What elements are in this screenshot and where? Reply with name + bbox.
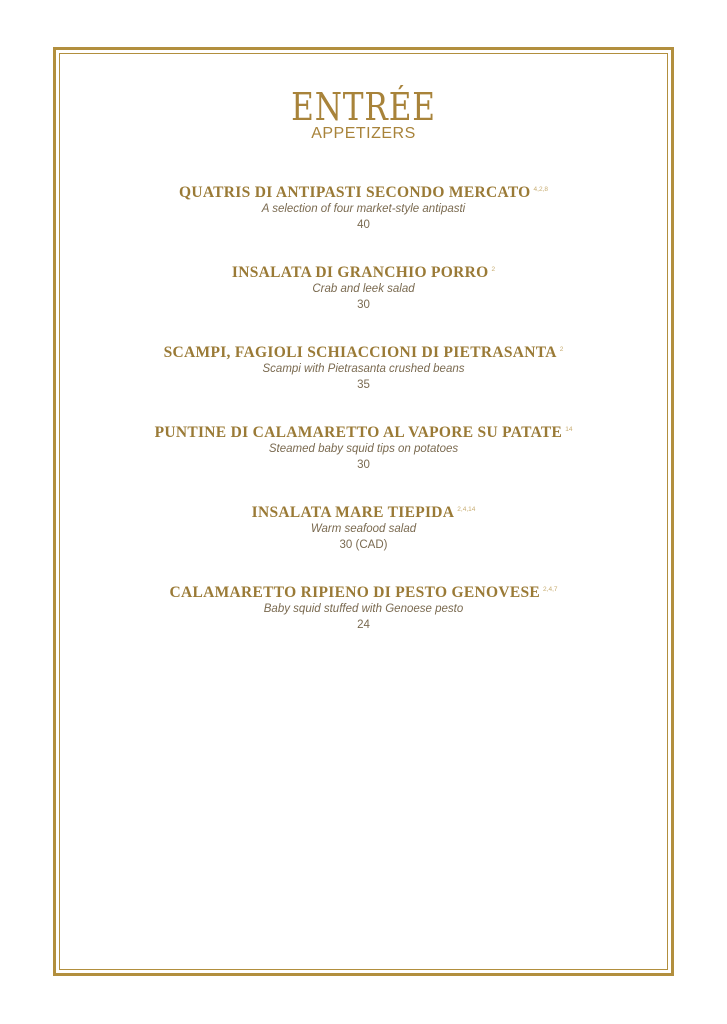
item-price: 35 (357, 379, 370, 391)
menu-item (59, 181, 668, 261)
allergen-codes: 2,4,14 (457, 506, 476, 513)
item-name (59, 581, 668, 601)
item-name-text: SCAMPI, FAGIOLI SCHIACCIONI DI PIETRASANTA (163, 344, 557, 361)
menu-item (59, 421, 668, 501)
item-name (59, 501, 668, 521)
item-name-text: QUATRIS DI ANTIPASTI SECONDO MERCATO (178, 184, 531, 201)
item-description: Scampi with Pietrasanta crushed beans (262, 363, 465, 375)
menu-item (59, 501, 668, 581)
allergen-codes: 14 (565, 426, 573, 433)
menu-item (59, 261, 668, 341)
item-price: 30 (357, 299, 370, 311)
item-description: Crab and leek salad (312, 283, 415, 295)
item-price: 24 (357, 619, 370, 631)
allergen-codes: 2 (559, 346, 564, 353)
menu-item (59, 581, 668, 661)
page-subtitle: APPETIZERS (311, 125, 416, 142)
menu-content (59, 53, 668, 661)
item-name (59, 341, 668, 361)
item-name (59, 181, 668, 201)
allergen-codes: 4,2,8 (533, 186, 549, 193)
item-name-text: CALAMARETTO RIPIENO DI PESTO GENOVESE (169, 584, 541, 601)
allergen-codes: 2,4,7 (543, 586, 558, 593)
page-title: ENTRÉE (291, 85, 436, 129)
item-description: Baby squid stuffed with Genoese pesto (263, 603, 464, 615)
item-description: Steamed baby squid tips on potatoes (268, 443, 459, 455)
item-name (59, 421, 668, 441)
menu-item (59, 341, 668, 421)
item-description: A selection of four market-style antipasti (261, 203, 466, 215)
allergen-codes: 2 (491, 266, 496, 273)
item-name-text: INSALATA DI GRANCHIO PORRO (231, 264, 489, 281)
item-name-text: INSALATA MARE TIEPIDA (251, 504, 455, 521)
item-description: Warm seafood salad (310, 523, 417, 535)
item-name (59, 261, 668, 281)
item-name-text: PUNTINE DI CALAMARETTO AL VAPORE SU PATATE (154, 424, 563, 441)
item-price: 30 (CAD) (339, 539, 388, 551)
menu-item-list (59, 181, 668, 661)
item-price: 40 (357, 219, 370, 231)
item-price: 30 (357, 459, 370, 471)
